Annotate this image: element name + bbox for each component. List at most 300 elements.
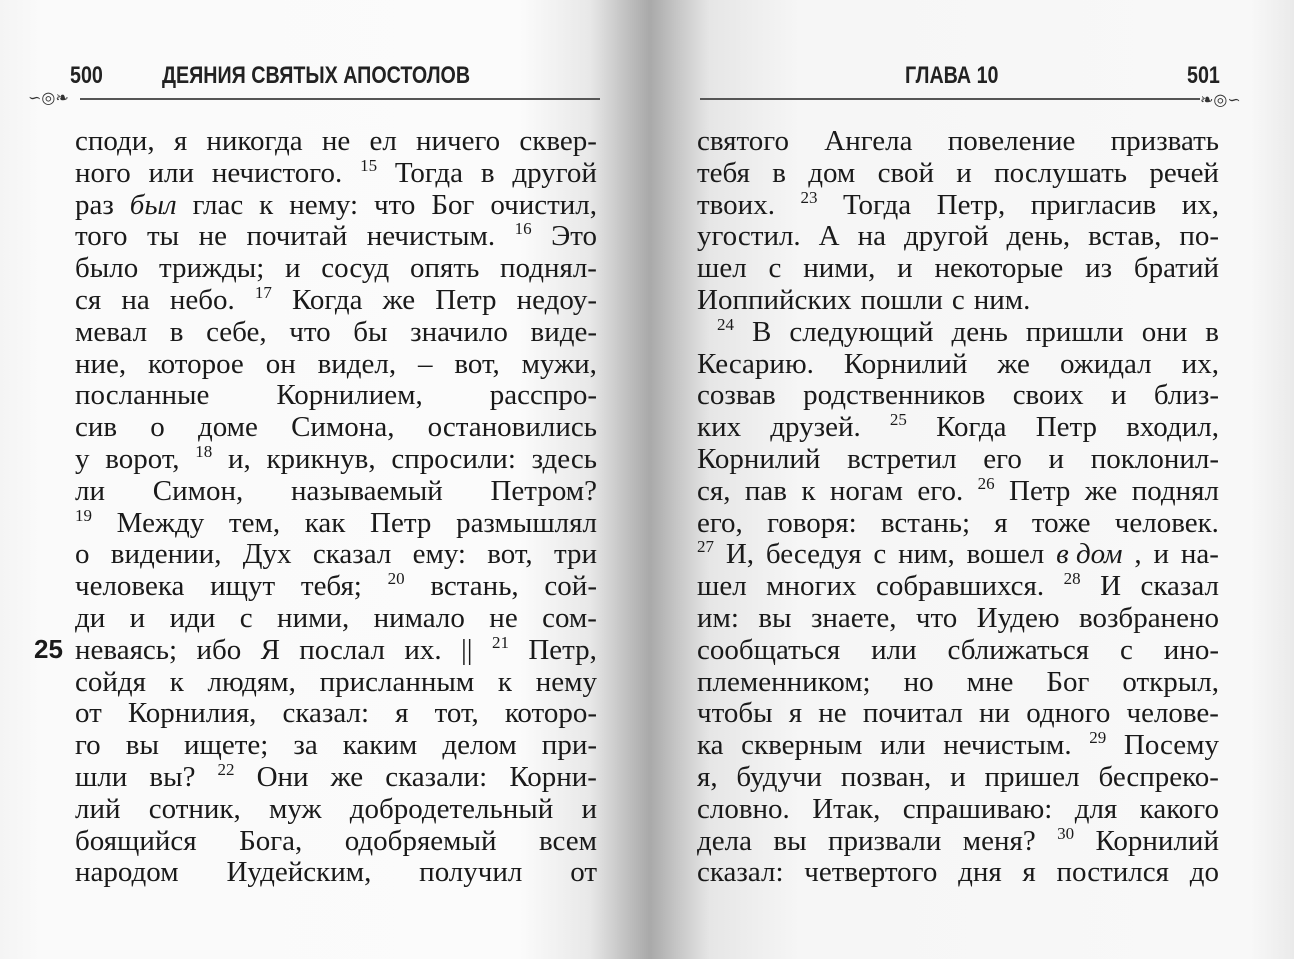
word [229, 508, 280, 540]
text-fragment: племенником; [697, 665, 871, 698]
text-fragment: или [871, 633, 917, 666]
word [369, 126, 396, 158]
word [150, 412, 165, 444]
word [1060, 349, 1152, 381]
word [269, 794, 322, 826]
word [770, 412, 860, 444]
word [75, 317, 147, 349]
text-fragment: Корнилий [1095, 824, 1219, 857]
text-fragment: ся, [697, 474, 731, 507]
word [741, 730, 862, 762]
word [75, 603, 105, 635]
word [147, 221, 179, 253]
word [952, 285, 965, 317]
text-fragment: Петр [1009, 474, 1071, 507]
word [1088, 221, 1161, 253]
word [861, 285, 943, 317]
text-fragment: Между [116, 506, 205, 539]
word [841, 762, 931, 794]
text-line [75, 155, 597, 190]
text-fragment: Симон, [152, 474, 244, 507]
word [285, 253, 301, 285]
word [830, 476, 903, 508]
text-fragment: мне [966, 665, 1014, 698]
word [542, 603, 597, 635]
text-line [75, 282, 597, 317]
text-fragment: беспреко- [1098, 760, 1219, 793]
word [461, 635, 473, 667]
text-line [697, 698, 1219, 730]
text-line [75, 794, 597, 826]
word [697, 476, 730, 508]
text-fragment: сотник, [148, 792, 241, 825]
text-line [697, 571, 1219, 603]
text-fragment: Корнилий [843, 347, 968, 380]
text-fragment: Петр [1035, 411, 1098, 444]
word [824, 126, 912, 158]
text-fragment: и [897, 252, 913, 285]
text-fragment: с [239, 601, 253, 634]
left-page-number: 500 [70, 62, 103, 89]
word [1085, 476, 1118, 508]
text-fragment: встав, [1088, 220, 1162, 253]
word [395, 158, 463, 190]
text-fragment: меня? [962, 824, 1036, 857]
word [554, 539, 597, 571]
word [847, 444, 956, 476]
word [697, 667, 871, 699]
word [404, 635, 441, 667]
text-fragment: вот, [454, 347, 500, 380]
word [75, 698, 102, 730]
word [1032, 508, 1091, 540]
word [500, 253, 597, 285]
word [697, 253, 747, 285]
word [963, 826, 1036, 858]
text-fragment: Корни- [509, 760, 597, 793]
text-fragment: ними, [803, 252, 876, 285]
text-fragment: я [788, 697, 803, 730]
text-fragment: словно. [697, 792, 790, 825]
text-fragment: я, [697, 760, 718, 793]
word [876, 571, 1044, 603]
word [391, 444, 516, 476]
text-fragment: позван, [840, 760, 932, 793]
word [456, 508, 597, 540]
word [697, 412, 741, 444]
text-fragment: шел [697, 252, 747, 285]
text-fragment: ними, [277, 601, 350, 634]
text-line [75, 476, 597, 508]
text-fragment: его [983, 442, 1022, 475]
word [1036, 412, 1097, 444]
text-fragment: – [418, 347, 433, 380]
text-fragment: Корнилием, [276, 379, 423, 412]
word [897, 253, 913, 285]
word [515, 221, 532, 253]
verse-number: 15 [360, 155, 378, 175]
text-fragment: Иоппийских [697, 283, 852, 316]
text-fragment: глас [192, 188, 244, 221]
word [75, 253, 138, 285]
word [880, 730, 926, 762]
word [984, 762, 1079, 794]
word [1026, 317, 1124, 349]
text-fragment: го [75, 729, 101, 762]
word [697, 285, 852, 317]
text-fragment: одобряемый [344, 824, 497, 857]
word [766, 571, 856, 603]
text-fragment: какого [1139, 792, 1219, 825]
word [758, 603, 791, 635]
word [977, 473, 995, 508]
text-fragment: А [818, 220, 840, 253]
text-fragment: и [581, 792, 597, 825]
text-fragment: недоу- [516, 283, 597, 316]
text-fragment: челове- [1126, 697, 1219, 730]
word [903, 794, 1053, 826]
word [331, 762, 364, 794]
text-fragment: Итак, [812, 792, 881, 825]
word [917, 476, 963, 508]
word [531, 317, 598, 349]
word [75, 380, 209, 412]
text-fragment: сой- [544, 570, 597, 603]
text-fragment: с [768, 252, 782, 285]
verse-number: 30 [1057, 823, 1075, 843]
word [293, 730, 317, 762]
word [199, 221, 227, 253]
word [890, 412, 907, 444]
word [522, 349, 597, 381]
word [1140, 794, 1219, 826]
text-fragment: в [169, 315, 184, 348]
text-fragment: встретил [847, 442, 957, 475]
text-fragment: сближаться [947, 633, 1090, 666]
verse-number: 22 [217, 759, 235, 779]
word [130, 603, 146, 635]
text-line [75, 759, 597, 794]
text-fragment: Иудею [976, 601, 1060, 634]
text-fragment: Кесарию. [697, 347, 814, 380]
text-fragment: же [1084, 474, 1118, 507]
word [974, 285, 1031, 317]
text-fragment: и [129, 601, 146, 634]
word [697, 794, 790, 826]
text-fragment: говоря: [767, 506, 857, 539]
text-fragment: ких [697, 411, 742, 444]
text-fragment: в [480, 156, 495, 189]
text-line [75, 412, 597, 444]
word [413, 539, 466, 571]
word [1205, 317, 1219, 349]
text-fragment: ибо [196, 633, 242, 666]
word [1091, 444, 1219, 476]
text-fragment: же [997, 347, 1030, 380]
text-fragment: неваясь; [75, 633, 178, 666]
text-fragment: нему [535, 665, 597, 698]
word [383, 285, 416, 317]
word [873, 539, 886, 571]
word [994, 508, 1007, 540]
word [1031, 190, 1156, 222]
word [1022, 857, 1035, 889]
word [539, 826, 597, 858]
text-line [75, 190, 597, 222]
verse-number: 29 [1089, 728, 1107, 748]
text-fragment: послушать [994, 156, 1128, 189]
text-fragment: что [915, 601, 958, 634]
word [1111, 380, 1127, 412]
word [75, 794, 121, 826]
text-line [697, 126, 1219, 158]
margin-verse-number: 25 [34, 634, 63, 664]
text-fragment: Симона, [291, 411, 395, 444]
word [726, 539, 754, 571]
text-fragment: многих [766, 570, 857, 603]
text-line [697, 349, 1219, 381]
text-fragment: к [497, 665, 512, 698]
text-fragment: их, [1181, 347, 1219, 380]
text-fragment: тебя; [300, 570, 362, 603]
word [283, 698, 370, 730]
word [1075, 794, 1118, 826]
word [149, 794, 241, 826]
verse-number: 24 [717, 314, 734, 334]
text-fragment: или [880, 729, 926, 762]
word [313, 539, 391, 571]
text-fragment: и [1153, 538, 1170, 571]
word [943, 730, 1071, 762]
word [789, 317, 933, 349]
text-fragment: встань, [430, 570, 519, 603]
text-fragment: Они [256, 760, 309, 793]
word [1013, 380, 1084, 412]
word [277, 603, 349, 635]
word [801, 476, 815, 508]
text-fragment: же [382, 283, 416, 316]
word [321, 253, 389, 285]
word [170, 667, 184, 699]
text-fragment: раз [75, 188, 114, 221]
text-fragment: было [75, 252, 139, 285]
text-fragment: собравшихся. [875, 570, 1045, 603]
text-fragment: ожидал [1059, 347, 1152, 380]
text-fragment: нечистым. [943, 729, 1072, 762]
text-fragment: расспро- [489, 379, 597, 412]
text-fragment: остановились [427, 411, 597, 444]
word [291, 476, 443, 508]
word [697, 126, 789, 158]
text-fragment: В [752, 315, 772, 348]
text-fragment: ищут [210, 570, 276, 603]
word [75, 476, 105, 508]
text-fragment: три [553, 538, 597, 571]
text-fragment: из [1085, 252, 1113, 285]
word [1049, 444, 1065, 476]
text-fragment: ди [75, 601, 106, 634]
text-fragment: призвать [1110, 125, 1219, 157]
text-line [697, 730, 1219, 762]
text-fragment: друзей. [770, 411, 861, 444]
word [697, 762, 718, 794]
text-fragment: дня [958, 856, 1002, 889]
text-line [697, 794, 1219, 826]
text-fragment: сказал [312, 538, 392, 571]
word [246, 221, 347, 253]
text-fragment: не [489, 601, 518, 634]
word [803, 380, 985, 412]
text-fragment: ему: [412, 538, 466, 571]
word [844, 349, 967, 381]
text-line [697, 508, 1219, 540]
text-fragment: лий [75, 792, 121, 825]
word [430, 571, 518, 603]
word [509, 762, 597, 794]
word [1098, 762, 1219, 794]
word [210, 571, 275, 603]
text-fragment: к [801, 474, 816, 507]
text-fragment: нему: [289, 188, 359, 221]
text-fragment: чтобы [697, 697, 773, 730]
text-fragment: другой [903, 220, 989, 253]
text-fragment: которо- [504, 697, 597, 730]
word [997, 349, 1030, 381]
word [418, 349, 433, 381]
text-fragment: открыл, [1122, 665, 1219, 698]
word [697, 635, 840, 667]
text-fragment: Корнилия, [127, 697, 257, 730]
word [803, 253, 875, 285]
word [374, 603, 465, 635]
text-fragment: входил, [1126, 411, 1219, 444]
text-line [697, 253, 1219, 285]
word [1190, 857, 1219, 889]
text-fragment: на [857, 220, 886, 253]
word [811, 603, 897, 635]
word [1179, 221, 1219, 253]
right-text-column [697, 126, 1219, 889]
word [75, 505, 92, 540]
word [226, 857, 371, 889]
word [170, 285, 235, 317]
word [489, 603, 517, 635]
word [772, 158, 786, 190]
text-fragment: ним, [898, 538, 955, 571]
word [153, 476, 243, 508]
word [528, 635, 597, 667]
word [228, 444, 251, 476]
word [1182, 190, 1219, 222]
word [196, 635, 241, 667]
text-fragment: я [173, 125, 188, 157]
text-fragment: всем [539, 824, 597, 857]
word [481, 158, 495, 190]
text-fragment: нечистого. [211, 156, 343, 189]
word [1079, 603, 1219, 635]
word [206, 126, 302, 158]
ornament-icon: ∽◎❧ [28, 90, 69, 107]
word [983, 444, 1022, 476]
word [697, 190, 775, 222]
word [491, 632, 509, 667]
text-fragment: которое [148, 347, 244, 380]
text-fragment: и, [227, 442, 251, 475]
word [292, 285, 362, 317]
text-fragment: речей [1149, 156, 1219, 189]
verse-number: 23 [800, 187, 818, 207]
text-fragment: ся [75, 283, 102, 316]
text-fragment: что [289, 315, 331, 348]
word [75, 126, 155, 158]
text-fragment: возбранено [1078, 601, 1219, 634]
word [75, 444, 90, 476]
word [75, 826, 197, 858]
word [490, 476, 597, 508]
word [1164, 635, 1219, 667]
word [1149, 158, 1219, 190]
word [289, 190, 358, 222]
text-fragment: народом [75, 856, 179, 889]
text-line [697, 603, 1219, 635]
text-fragment: почитай [246, 220, 348, 253]
header-rule [700, 98, 1200, 100]
text-fragment: повеление [947, 125, 1076, 157]
text-fragment: того [75, 220, 128, 253]
text-fragment: небо. [169, 283, 235, 316]
text-line [697, 412, 1219, 444]
word [419, 857, 522, 889]
word [697, 857, 784, 889]
text-fragment: И [1100, 570, 1122, 603]
text-fragment: день, [1006, 220, 1071, 253]
word [808, 158, 855, 190]
text-fragment: шел [697, 570, 747, 603]
text-fragment: его. [917, 474, 964, 507]
word [948, 635, 1090, 667]
text-fragment: добродетельный [349, 792, 554, 825]
word [843, 190, 911, 222]
text-fragment: пошли [860, 283, 943, 316]
text-fragment: сказал [1140, 570, 1219, 603]
text-line [75, 698, 597, 730]
ornament-icon: ❧◎∽ [1200, 92, 1241, 109]
text-fragment: спросили: [391, 442, 516, 475]
word [958, 857, 1002, 889]
text-fragment: для [1074, 792, 1118, 825]
verse-number: 19 [75, 505, 92, 525]
verse-number: 27 [697, 537, 714, 557]
text-fragment: Бога, [239, 824, 303, 857]
word [697, 698, 773, 730]
text-fragment: постился [1056, 856, 1169, 889]
word [261, 635, 280, 667]
word [1124, 730, 1219, 762]
word [717, 314, 734, 349]
text-line [697, 823, 1219, 858]
text-fragment: Дух [242, 538, 292, 571]
word [818, 698, 846, 730]
text-fragment: они [1141, 315, 1188, 348]
word [967, 539, 1045, 571]
word [1046, 667, 1089, 699]
word [370, 508, 431, 540]
word [75, 857, 179, 889]
word [544, 571, 597, 603]
text-fragment: споди, [75, 125, 155, 157]
word [75, 412, 117, 444]
text-fragment: он [265, 347, 296, 380]
